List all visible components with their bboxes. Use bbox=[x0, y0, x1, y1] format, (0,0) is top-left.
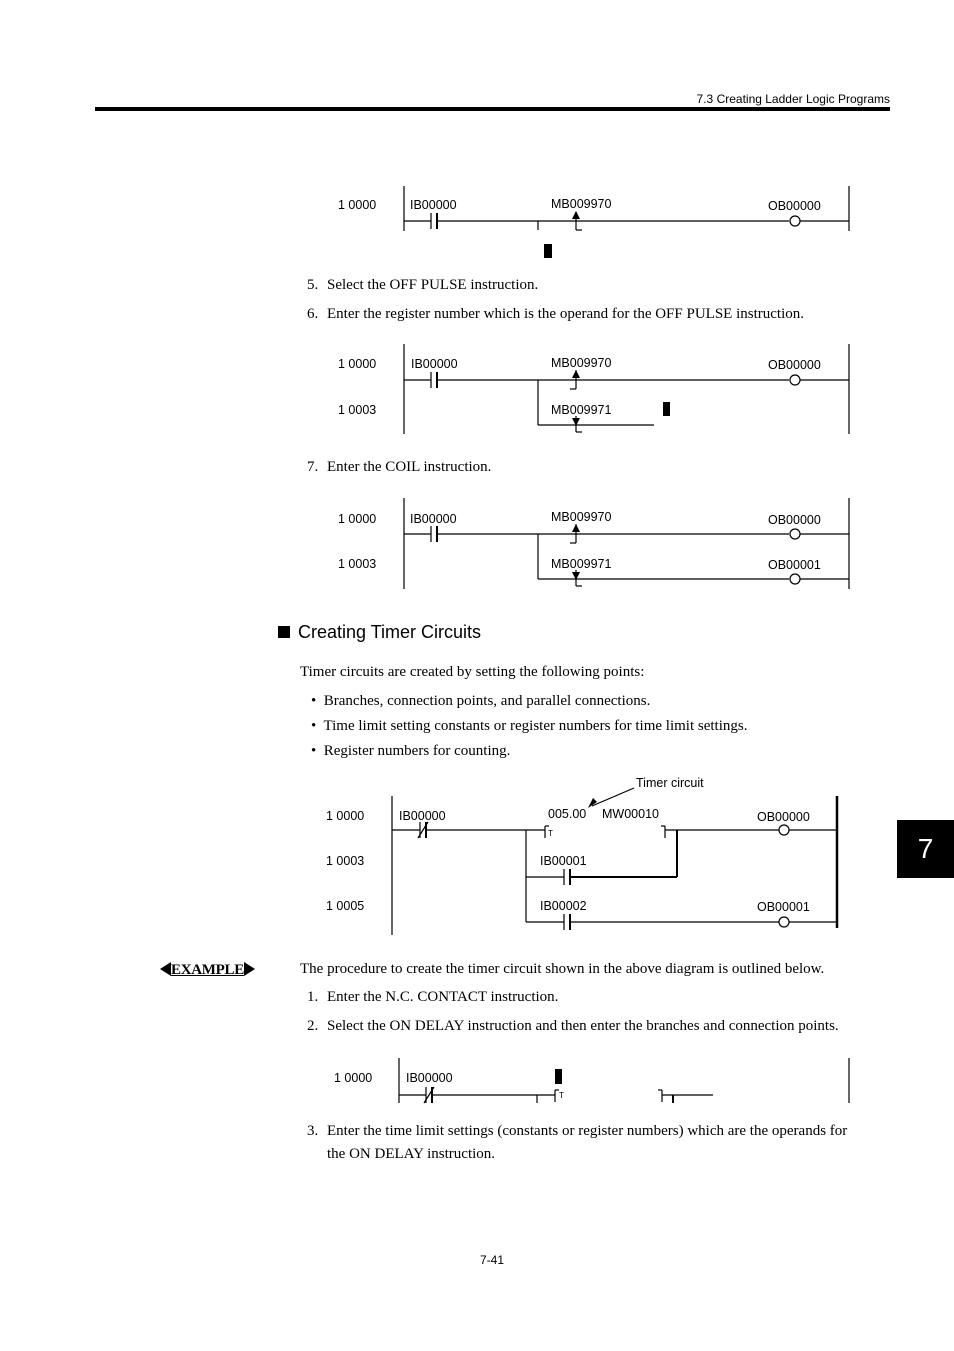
pulse-label: MB009970 bbox=[551, 510, 612, 524]
contact-label: IB00000 bbox=[411, 357, 458, 371]
example-label bbox=[160, 962, 255, 979]
step-text: Enter the N.C. CONTACT instruction. bbox=[327, 989, 559, 1005]
callout-arrow-icon bbox=[588, 798, 597, 808]
step-item bbox=[307, 459, 491, 476]
contact-label: IB00000 bbox=[399, 809, 446, 823]
callout-label: Timer circuit bbox=[636, 776, 704, 790]
step-number: 1 0003 bbox=[338, 403, 377, 417]
chapter-tab: 7 bbox=[897, 820, 954, 878]
step-text: Enter the time limit settings (constants or register numbers) which are the operands for bbox=[327, 1123, 848, 1139]
contact-label: IB00001 bbox=[540, 854, 587, 868]
cursor-block bbox=[663, 402, 670, 416]
step-number: 2. bbox=[307, 1018, 319, 1034]
contact-label: IB00000 bbox=[406, 1071, 453, 1085]
step-number: 5. bbox=[307, 277, 319, 293]
step-number: 1 0000 bbox=[334, 1071, 373, 1085]
coil-label: OB00001 bbox=[768, 558, 821, 572]
coil-label: OB00000 bbox=[768, 358, 821, 372]
step-item bbox=[307, 1018, 839, 1035]
cursor-block bbox=[555, 1069, 562, 1084]
page-number: 7-41 bbox=[479, 1253, 505, 1267]
step-number: 1 0000 bbox=[326, 809, 365, 823]
pulse-label: MB009971 bbox=[551, 403, 612, 417]
step-number: 6. bbox=[307, 306, 319, 322]
coil-label: OB00000 bbox=[768, 513, 821, 527]
step-text: Select the ON DELAY instruction and then enter the branches and connection points. bbox=[327, 1018, 839, 1034]
pulse-arrow-icon bbox=[572, 524, 580, 532]
pulse-arrow-icon bbox=[572, 370, 580, 378]
step-item bbox=[307, 1123, 847, 1140]
coil-label: OB00001 bbox=[757, 900, 810, 914]
timer-register: MW00010 bbox=[602, 807, 659, 821]
cursor-block bbox=[544, 244, 552, 258]
example-word: EXAMPLE bbox=[171, 962, 244, 978]
section-title-text: Creating Timer Circuits bbox=[298, 622, 482, 642]
bullet-text: Branches, connection points, and parallel connections. bbox=[323, 693, 651, 709]
example-paragraph: The procedure to create the timer circuit shown in the above diagram is outlined below. bbox=[300, 961, 825, 977]
contact-label: IB00000 bbox=[410, 198, 457, 212]
bullet-text: Register numbers for counting. bbox=[323, 743, 511, 759]
step-item bbox=[307, 277, 538, 294]
intro-paragraph: Timer circuits are created by setting the following points: bbox=[300, 664, 645, 680]
step-number: 1 0000 bbox=[338, 512, 377, 526]
step-number: 1 0000 bbox=[338, 357, 377, 371]
contact-label: IB00000 bbox=[410, 512, 457, 526]
coil-label: OB00000 bbox=[757, 810, 810, 824]
contact-label: IB00002 bbox=[540, 899, 587, 913]
step-number: 1 0003 bbox=[338, 557, 377, 571]
pulse-label: MB009970 bbox=[551, 356, 612, 370]
step-number: 1 0005 bbox=[326, 899, 365, 913]
bullet-item: • Branches, connection points, and parallel connections. bbox=[311, 693, 651, 709]
coil-label: OB00000 bbox=[768, 199, 821, 213]
running-header: 7.3 Creating Ladder Logic Programs bbox=[696, 92, 890, 106]
timer-constant: 005.00 bbox=[548, 807, 587, 821]
timer-t-label: T bbox=[559, 1091, 564, 1100]
step-number: 7. bbox=[307, 459, 319, 475]
triangle-left-icon bbox=[160, 962, 171, 976]
ladder-diagram-3 bbox=[404, 498, 849, 589]
step-text: Select the OFF PULSE instruction. bbox=[327, 277, 539, 293]
bullet-text: Time limit setting constants or register numbers for time limit settings. bbox=[323, 718, 748, 734]
step-number: 1 0000 bbox=[338, 198, 377, 212]
step-number: 3. bbox=[307, 1123, 319, 1139]
triangle-right-icon bbox=[244, 962, 255, 976]
pulse-label: MB009970 bbox=[551, 197, 612, 211]
timer-t-label: T bbox=[548, 829, 553, 838]
step-text: Enter the COIL instruction. bbox=[327, 459, 492, 475]
step-continuation: the ON DELAY instruction. bbox=[327, 1146, 496, 1162]
step-text: Enter the register number which is the operand for the OFF PULSE instruction. bbox=[327, 306, 804, 322]
ladder-diagram-5 bbox=[399, 1058, 849, 1103]
section-heading bbox=[278, 622, 481, 643]
pulse-arrow-icon bbox=[572, 211, 580, 219]
bullet-item: • Time limit setting constants or register numbers for time limit settings. bbox=[311, 718, 748, 734]
step-item bbox=[307, 306, 804, 323]
step-item bbox=[307, 989, 558, 1006]
bullet-item: • Register numbers for counting. bbox=[311, 743, 511, 759]
step-number: 1. bbox=[307, 989, 319, 1005]
step-number: 1 0003 bbox=[326, 854, 365, 868]
pulse-label: MB009971 bbox=[551, 557, 612, 571]
square-bullet-icon bbox=[278, 626, 290, 638]
